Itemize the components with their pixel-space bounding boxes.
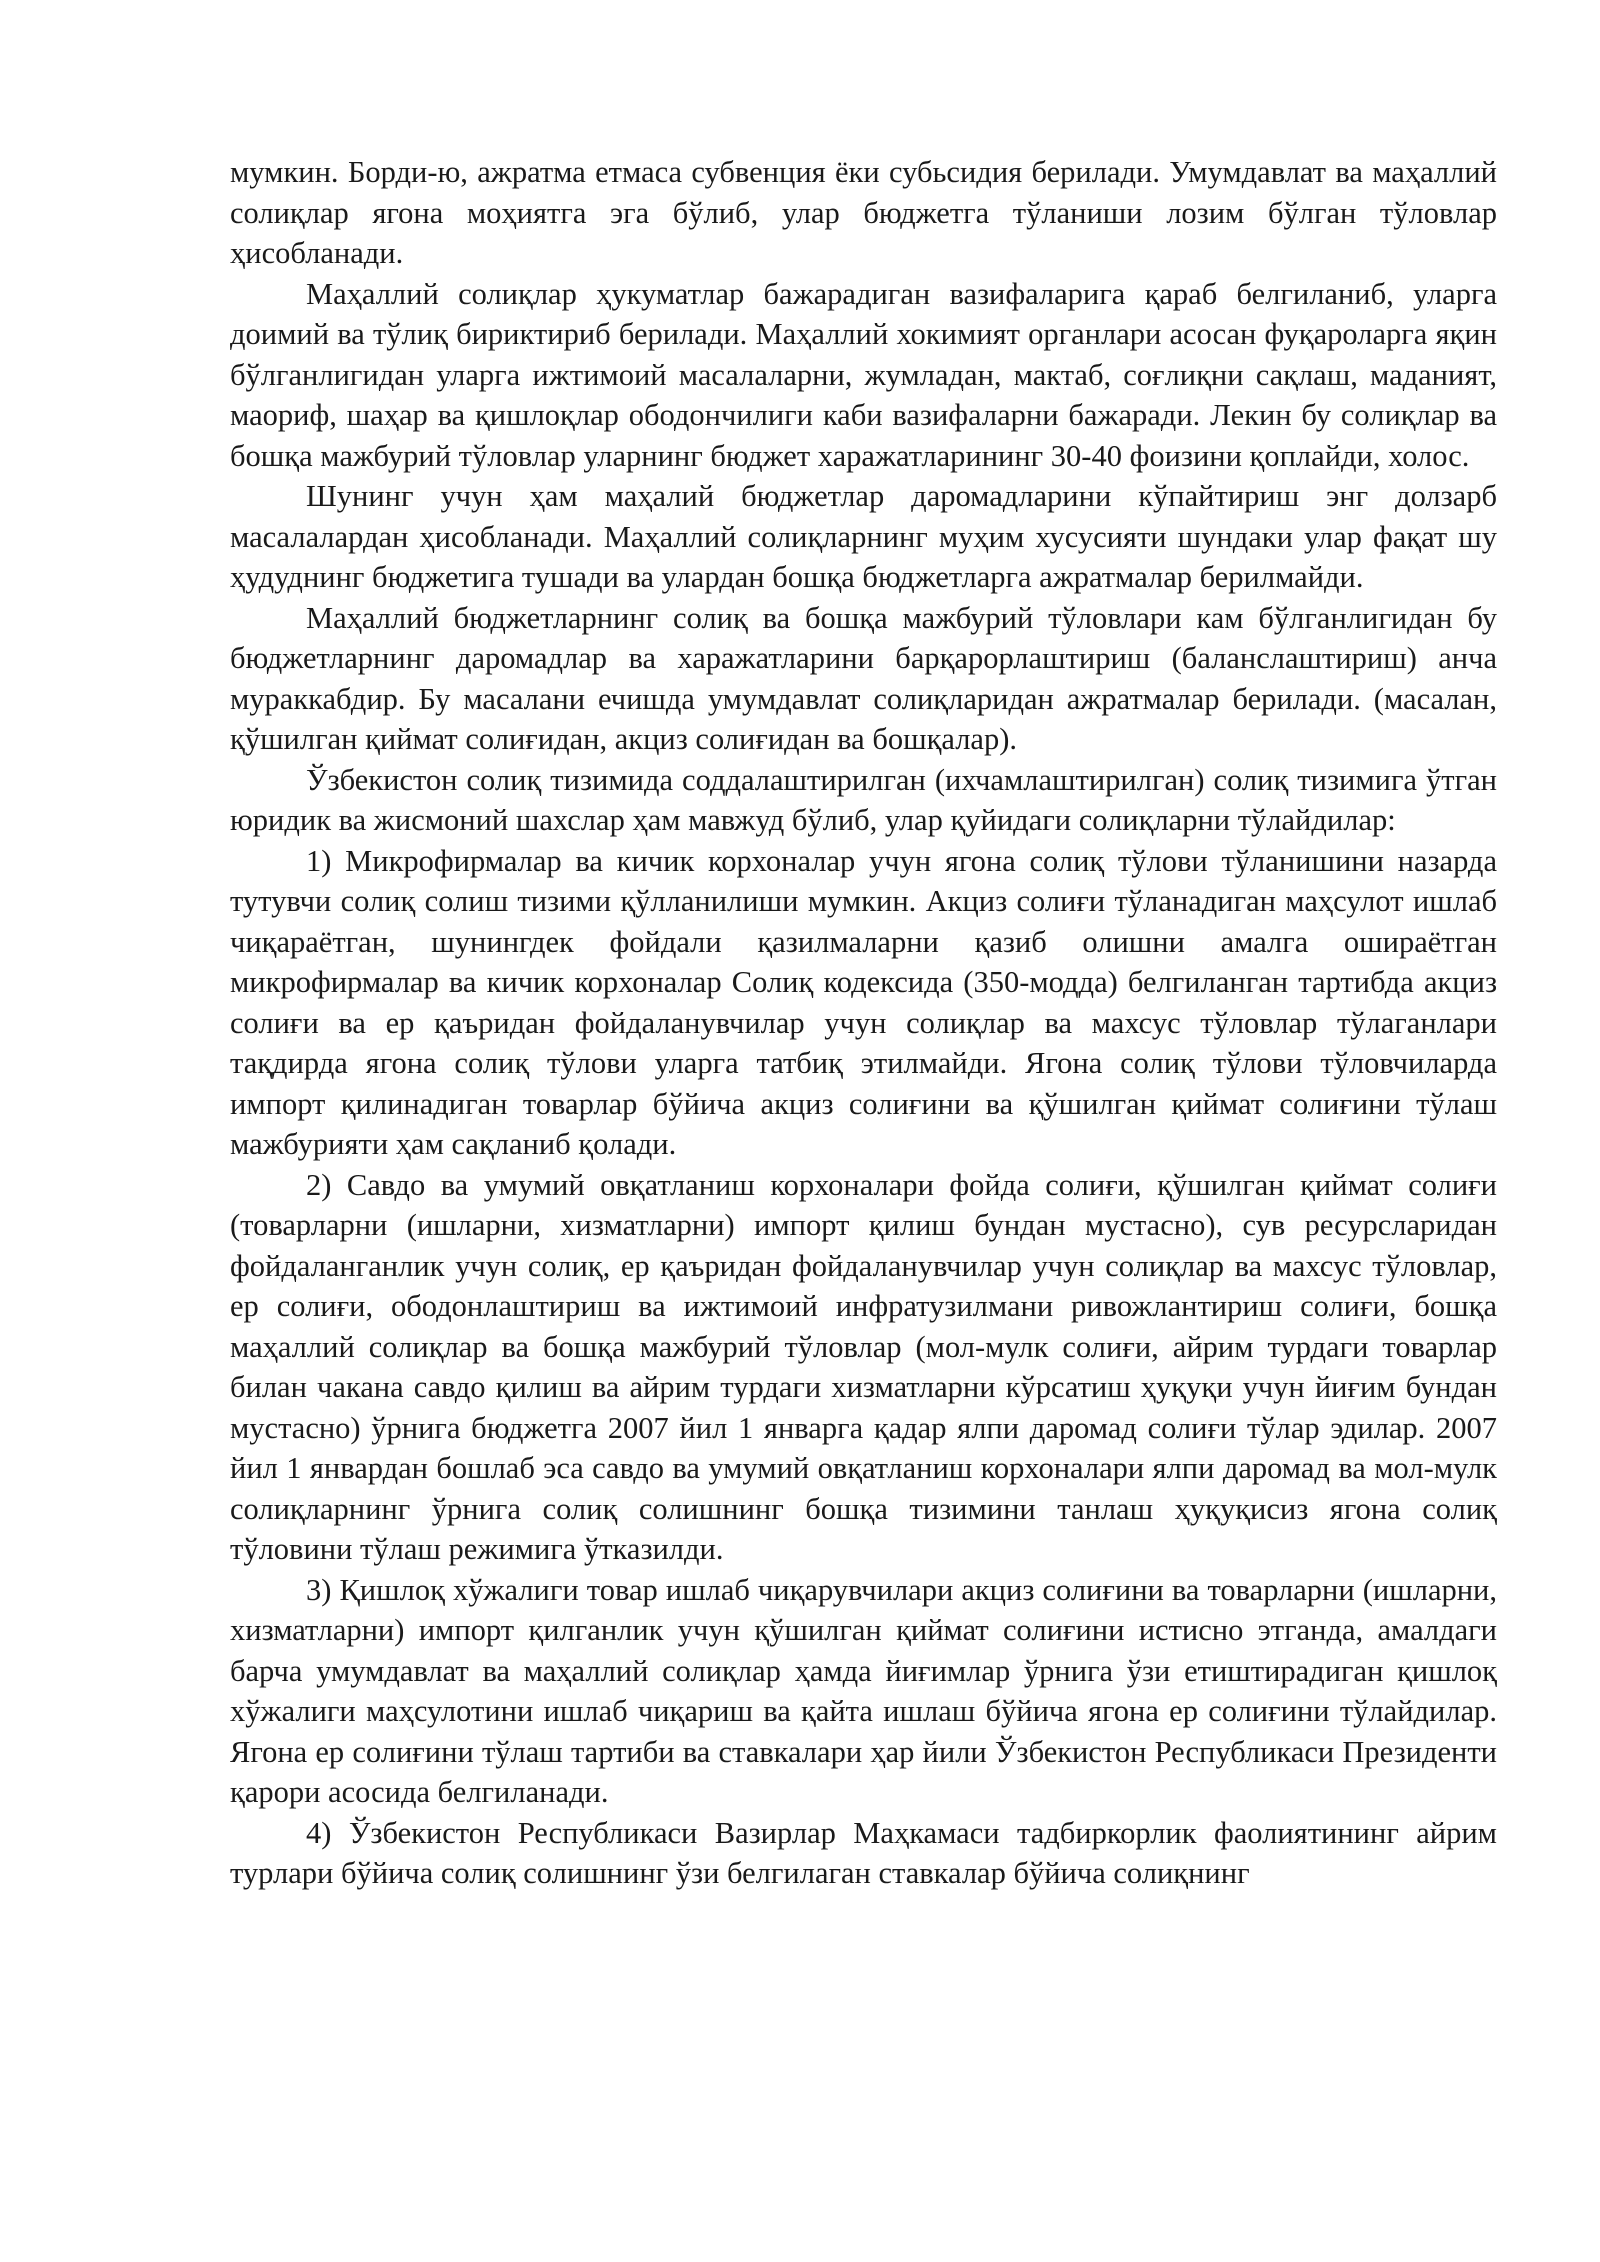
paragraph-5: Ўзбекистон солиқ тизимида соддалаштирилган (ихчамлаштирилган) солиқ тизимига ўтган юридик ва жисмоний шахслар ҳам мавжуд бўлиб, улар қуйидаги солиқларни тўлайдилар:: [230, 762, 1497, 837]
document-page: [230, 152, 1497, 1894]
paragraph-1: мумкин. Борди-ю, ажратма етмаса субвенция ёки субьсидия берилади. Умумдавлат ва маҳаллий солиқлар ягона моҳиятга эга бўлиб, улар бюджетга тўланиши лозим бўлган тўловлар ҳисобланади.: [230, 155, 1497, 270]
list-item-1: 1) Микрофирмалар ва кичик корхоналар учун ягона солиқ тўлови тўланишини назарда тутувчи солиқ солиш тизими қўлланилиши мумкин. Акциз солиғи тўланадиган маҳсулот ишлаб чиқараётган, шунингдек фойдали қазилмаларни қазиб олишни амалга ошираётган микрофирмалар ва кичик корхоналар Солиқ кодексида (350-модда) белгиланган тартибда акциз солиғи ва ер қаъридан фойдаланувчилар учун солиқлар ва махсус тўловлар тўлаганлари тақдирда ягона солиқ тўлови уларга татбиқ этилмайди. Ягона солиқ тўлови тўловчиларда импорт қилинадиган товарлар бўйича акциз солиғини ва қўшилган қиймат солиғини тўлаш мажбурияти ҳам сақланиб қолади.: [230, 843, 1497, 1161]
paragraph-4: Маҳаллий бюджетларнинг солиқ ва бошқа мажбурий тўловлари кам бўлганлигидан бу бюджетларнинг даромадлар ва харажатларини барқарорлаштириш (баланслаштириш) анча мураккабдир. Бу масалани ечишда умумдавлат солиқларидан ажратмалар берилади. (масалан, қўшилган қиймат солиғидан, акциз солиғидан ва бошқалар).: [230, 600, 1497, 756]
list-item-2: 2) Савдо ва умумий овқатланиш корхоналари фойда солиғи, қўшилган қиймат солиғи (товарларни (ишларни, хизматларни) импорт қилиш бундан мустасно), сув ресурсларидан фойдаланганлик учун солиқ, ер қаъридан фойдаланувчилар учун солиқлар ва махсус тўловлар, ер солиғи, ободонлаштириш ва ижтимоий инфратузилмани ривожлантириш солиғи, бошқа маҳаллий солиқлар ва бошқа мажбурий тўловлар (мол-мулк солиғи, айрим турдаги товарлар билан чакана савдо қилиш ва айрим турдаги хизматларни кўрсатиш ҳуқуқи учун йиғим бундан мустасно) ўрнига бюджетга 2007 йил 1 январга қадар ялпи даромад солиғи тўлар эдилар. 2007 йил 1 январдан бошлаб эса савдо ва умумий овқатланиш корхоналари ялпи даромад ва мол-мулк солиқларнинг ўрнига солиқ солишнинг бошқа тизимини танлаш ҳуқуқисиз ягона солиқ тўловини тўлаш режимига ўтказилди.: [230, 1167, 1497, 1566]
paragraph-2: Маҳаллий солиқлар ҳукуматлар бажарадиган вазифаларига қараб белгиланиб, уларга доимий ва тўлиқ бириктириб берилади. Маҳаллий хокимият органлари асосан фуқароларга яқин бўлганлигидан уларга ижтимоий масалаларни, жумладан, мактаб, соғлиқни сақлаш, маданият, маориф, шаҳар ва қишлоқлар ободончилиги каби вазифаларни бажаради. Лекин бу солиқлар ва бошқа мажбурий тўловлар уларнинг бюджет харажатларининг 30-40 фоизини қоплайди, холос.: [230, 276, 1497, 473]
list-item-3: 3) Қишлоқ хўжалиги товар ишлаб чиқарувчилари акциз солиғини ва товарларни (ишларни, хизматларни) импорт қилганлик учун қўшилган қиймат солиғини истисно этганда, амалдаги барча умумдавлат ва маҳаллий солиқлар ҳамда йиғимлар ўрнига ўзи етиштирадиган қишлоқ хўжалиги маҳсулотини ишлаб чиқариш ва қайта ишлаш бўйича ягона ер солиғини тўлайдилар. Ягона ер солиғини тўлаш тартиби ва ставкалари ҳар йили Ўзбекистон Республикаси Президенти қарори асосида белгиланади.: [230, 1572, 1497, 1809]
paragraph-3: Шунинг учун ҳам маҳалий бюджетлар даромадларини кўпайтириш энг долзарб масалалардан ҳисобланади. Маҳаллий солиқларнинг муҳим хусусияти шундаки улар фақат шу ҳудуднинг бюджетига тушади ва улардан бошқа бюджетларга ажратмалар берилмайди.: [230, 479, 1497, 594]
list-item-4: 4) Ўзбекистон Республикаси Вазирлар Маҳкамаси тадбиркорлик фаолиятининг айрим турлари бўйича солиқ солишнинг ўзи белгилаган ставкалар бўйича солиқнинг: [230, 1815, 1497, 1890]
